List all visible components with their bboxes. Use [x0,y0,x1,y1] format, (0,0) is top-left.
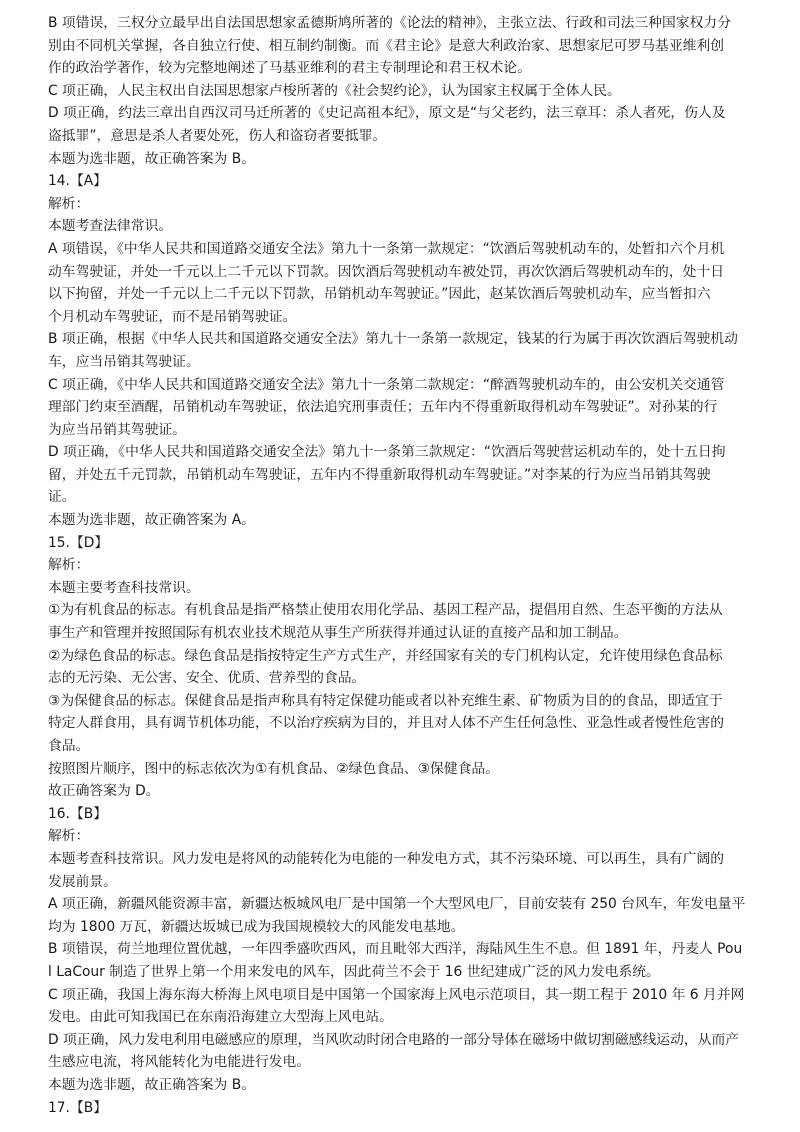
text-line: 理部门约束至酒醒，吊销机动车驾驶证，依法追究刑事责任；五年内不得重新取得机动车驾驶证”。对孙某的行 [48,399,718,416]
text-line: D 项正确，约法三章出自西汉司马迁所著的《史记高祖本纪》，原文是“与父老约，法三章耳：杀人者死，伤人及 [48,105,726,122]
text-line: D 项正确，风力发电利用电磁感应的原理，当风吹动时闭合电路的一部分导体在磁场中做切割磁感线运动，从而产 [48,1031,740,1048]
text-line: 动车驾驶证，并处一千元以上二千元以下罚款。因饮酒后驾驶机动车被处罚，再次饮酒后驾驶机动车的，处十日 [48,263,725,280]
text-line: 本题为选非题，故正确答案为 A。 [48,512,255,529]
question-number: 16.【B】 [48,805,108,822]
analysis-heading: 解析： [48,557,90,574]
text-line: 本题主要考查科技常识。 [48,579,200,596]
text-line: ②为绿色食品的标志。绿色食品是指按特定生产方式生产，并经国家有关的专门机构认定，允许使用绿色食品标 [48,647,723,664]
question-number: 14.【A】 [48,173,107,190]
text-line: D 项正确，《中华人民共和国道路交通安全法》第九十一条第三款规定：“饮酒后驾驶营运机动车的，处十五日拘 [48,444,726,461]
text-line: 本题考查法律常识。 [48,218,173,235]
text-line: 发展前景。 [48,873,117,890]
text-line: 均为 1800 万瓦，新疆达坂城已成为我国规模较大的风能发电基地。 [48,918,465,935]
text-line: B 项错误，三权分立最早出自法国思想家孟德斯鸠所著的《论法的精神》，主张立法、行政和司法三种国家权力分 [48,15,731,31]
text-line: C 项正确，《中华人民共和国道路交通安全法》第九十一条第二款规定：“醉酒驾驶机动车的，由公安机关交通管 [48,376,725,393]
text-line: 为应当吊销其驾驶证。 [48,421,186,438]
text-line: 本题为选非题，故正确答案为 B。 [48,150,256,167]
text-line: l LaCour 制造了世界上第一个用来发电的风车，因此荷兰不会于 16 世纪建成广泛的风力发电系统。 [48,963,660,980]
question-number: 15.【D】 [48,534,109,551]
text-line: A 项错误，《中华人民共和国道路交通安全法》第九十一条第一款规定：“饮酒后驾驶机动车的，处暂扣六个月机 [48,240,725,257]
text-line: A 项正确，新疆风能资源丰富，新疆达板城风电厂是中国第一个大型风电厂，目前安装有 250 台风车，年发电量平 [48,896,746,913]
text-line: 证。 [48,489,76,506]
text-line: 故正确答案为 D。 [48,783,160,800]
text-line: 个月机动车驾驶证，而不是吊销驾驶证。 [48,308,297,325]
text-line: 留，并处五千元罚款，吊销机动车驾驶证，五年内不得重新取得机动车驾驶证。”对李某的行为应当吊销其驾驶 [48,466,711,483]
text-line: 按照图片顺序，图中的标志依次为①有机食品、②绿色食品、③保健食品。 [48,760,500,777]
text-line: 以下拘留，并处一千元以上二千元以下罚款，吊销机动车驾驶证。”因此，赵某饮酒后驾驶机动车，应当暂扣六 [48,286,711,303]
text-line: 食品。 [48,738,90,754]
text-line: C 项正确，我国上海东海大桥海上风电项目是中国第一个国家海上风电示范项目，其一期工程于 2010 年 6 月并网 [48,986,745,1003]
text-line: B 项错误，荷兰地理位置优越，一年四季盛吹西风，而且毗邻大西洋，海陆风生生不息。但 1891 年，丹麦人 Pou [48,941,743,958]
text-line: ①为有机食品的标志。有机食品是指严格禁止使用农用化学品、基因工程产品，提倡用自然、生态平衡的方法从 [48,602,723,619]
text-line: 盗抵罪”，意思是杀人者要处死，伤人和盗窃者要抵罪。 [48,127,387,144]
text-line: 本题为选非题，故正确答案为 B。 [48,1076,256,1093]
text-line: C 项正确，人民主权出自法国思想家卢梭所著的《社会契约论》，认为国家主权属于全体人民。 [48,82,621,99]
text-line: 特定人群食用，具有调节机体功能，不以治疗疾病为目的，并且对人体不产生任何急性、亚急性或者慢性危害的 [48,715,725,732]
text-line: 志的无污染、无公害、安全、优质、营养型的食品。 [48,670,366,687]
text-line: B 项正确，根据《中华人民共和国道路交通安全法》第九十一条第一款规定，钱某的行为属于再次饮酒后驾驶机动 [48,331,738,348]
text-line: 作的政治学著作，较为完整地阐述了马基亚维利的君主专制理论和君王权术论。 [48,60,531,77]
text-line: 事生产和管理并按照国际有机农业技术规范从事生产所获得并通过认证的直接产品和加工制品。 [48,625,628,642]
text-line: 发电。由此可知我国已在东南沿海建立大型海上风电站。 [48,1009,393,1026]
text-line: 车，应当吊销其驾驶证。 [48,353,200,370]
text-line: 本题考查科技常识。风力发电是将风的动能转化为电能的一种发电方式，其不污染环境、可以再生，具有广阔的 [48,850,725,867]
text-line: 生感应电流，将风能转化为电能进行发电。 [48,1054,311,1071]
text-line: ③为保健食品的标志。保健食品是指声称具有特定保健功能或者以补充维生素、矿物质为目的的食品，即适宜于 [48,692,723,709]
analysis-heading: 解析： [48,195,90,212]
text-line: 别由不同机关掌握，各自独立行使、相互制约制衡。而《君主论》是意大利政治家、思想家尼可罗马基亚维利创 [48,37,725,54]
analysis-heading: 解析： [48,828,90,845]
question-number: 17.【B】 [48,1099,108,1116]
